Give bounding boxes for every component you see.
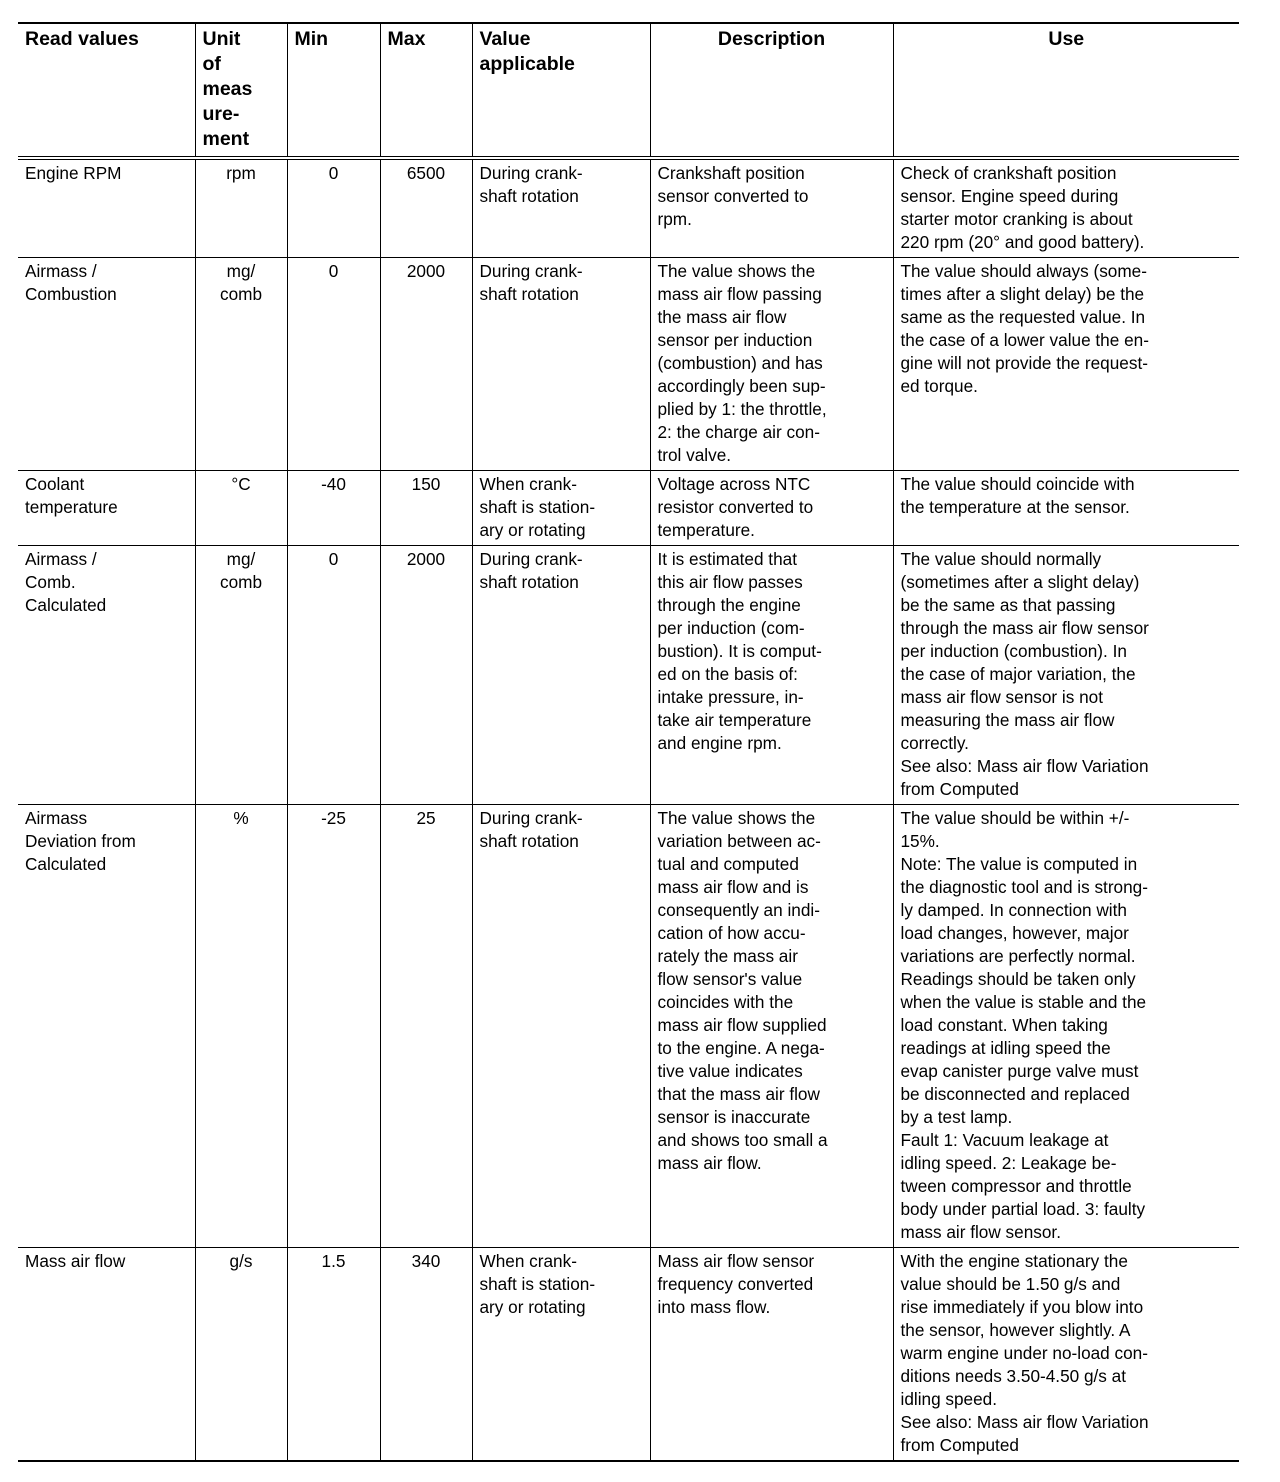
cell-use: The value should be within +/- 15%. Note: The value is computed in the diagnostic tool and is strong- ly damped. In connection with load changes, however, major variations are perfectly normal. Readings should be taken only when the value is stable and the load constant. When taking readings at idling speed the evap canister purge valve must be disconnected and replaced by a test lamp. Fault 1: Vacuum leakage at idling speed. 2: Leakage be- tween compressor and throttle body under partial load. 3: faulty mass air flow sensor. bbox=[893, 805, 1239, 1248]
header-description: Description bbox=[650, 23, 893, 158]
cell-use: With the engine stationary the value should be 1.50 g/s and rise immediately if you blow into the sensor, however slightly. A warm engine under no-load con- ditions needs 3.50-4.50 g/s at idling speed. See also: Mass air flow Variation from Computed bbox=[893, 1248, 1239, 1462]
cell-unit: mg/ comb bbox=[195, 546, 287, 805]
cell-applicable: During crank- shaft rotation bbox=[472, 158, 650, 258]
read-values-table bbox=[18, 22, 1239, 1462]
table-header bbox=[18, 23, 1239, 158]
table-row bbox=[18, 805, 1239, 1248]
cell-min: 0 bbox=[287, 158, 380, 258]
cell-applicable: During crank- shaft rotation bbox=[472, 258, 650, 471]
cell-min: -25 bbox=[287, 805, 380, 1248]
header-min: Min bbox=[287, 23, 380, 158]
cell-applicable: During crank- shaft rotation bbox=[472, 546, 650, 805]
cell-max: 150 bbox=[380, 471, 472, 546]
cell-max: 340 bbox=[380, 1248, 472, 1462]
header-read-values: Read values bbox=[18, 23, 195, 158]
cell-applicable: When crank- shaft is station- ary or rotating bbox=[472, 1248, 650, 1462]
cell-use: Check of crankshaft position sensor. Engine speed during starter motor cranking is about 220 rpm (20° and good battery). bbox=[893, 158, 1239, 258]
cell-min: 0 bbox=[287, 546, 380, 805]
cell-use: The value should normally (sometimes after a slight delay) be the same as that passing through the mass air flow sensor per induction (combustion). In the case of major variation, the mass air flow sensor is not measuring the mass air flow correctly. See also: Mass air flow Variation from Computed bbox=[893, 546, 1239, 805]
cell-unit: rpm bbox=[195, 158, 287, 258]
cell-max: 2000 bbox=[380, 546, 472, 805]
cell-applicable: During crank- shaft rotation bbox=[472, 805, 650, 1248]
cell-unit: % bbox=[195, 805, 287, 1248]
table-row bbox=[18, 158, 1239, 258]
cell-unit: mg/ comb bbox=[195, 258, 287, 471]
table-row bbox=[18, 1248, 1239, 1462]
cell-min: 1.5 bbox=[287, 1248, 380, 1462]
cell-max: 25 bbox=[380, 805, 472, 1248]
cell-use: The value should coincide with the temperature at the sensor. bbox=[893, 471, 1239, 546]
cell-read-value: Coolant temperature bbox=[18, 471, 195, 546]
cell-read-value: Engine RPM bbox=[18, 158, 195, 258]
cell-use: The value should always (some- times after a slight delay) be the same as the requested value. In the case of a lower value the en- gine will not provide the request- ed torque. bbox=[893, 258, 1239, 471]
cell-read-value: Airmass Deviation from Calculated bbox=[18, 805, 195, 1248]
table-row bbox=[18, 546, 1239, 805]
cell-description: It is estimated that this air flow passes through the engine per induction (com- bustion). It is comput- ed on the basis of: intake pressure, in- take air temperature and engine rpm. bbox=[650, 546, 893, 805]
cell-description: Crankshaft position sensor converted to rpm. bbox=[650, 158, 893, 258]
table-row bbox=[18, 471, 1239, 546]
cell-description: Mass air flow sensor frequency converted into mass flow. bbox=[650, 1248, 893, 1462]
cell-read-value: Airmass / Combustion bbox=[18, 258, 195, 471]
cell-max: 2000 bbox=[380, 258, 472, 471]
cell-unit: g/s bbox=[195, 1248, 287, 1462]
table-body bbox=[18, 158, 1239, 1461]
cell-description: The value shows the variation between ac- tual and computed mass air flow and is consequently an indi- cation of how accu- rately the mass air flow sensor's value coincides with the mass air flow supplied to the engine. A nega- tive value indicates that the mass air flow sensor is inaccurate and shows too small a mass air flow. bbox=[650, 805, 893, 1248]
cell-read-value: Mass air flow bbox=[18, 1248, 195, 1462]
cell-min: 0 bbox=[287, 258, 380, 471]
cell-read-value: Airmass / Comb. Calculated bbox=[18, 546, 195, 805]
header-value-applicable: Value applicable bbox=[472, 23, 650, 158]
cell-description: The value shows the mass air flow passing the mass air flow sensor per induction (combustion) and has accordingly been sup- plied by 1: the throttle, 2: the charge air con- trol valve. bbox=[650, 258, 893, 471]
header-row bbox=[18, 23, 1239, 158]
cell-max: 6500 bbox=[380, 158, 472, 258]
header-unit: Unit of meas ure- ment bbox=[195, 23, 287, 158]
cell-applicable: When crank- shaft is station- ary or rotating bbox=[472, 471, 650, 546]
header-use: Use bbox=[893, 23, 1239, 158]
header-max: Max bbox=[380, 23, 472, 158]
cell-unit: °C bbox=[195, 471, 287, 546]
cell-description: Voltage across NTC resistor converted to temperature. bbox=[650, 471, 893, 546]
cell-min: -40 bbox=[287, 471, 380, 546]
read-values-table-sheet bbox=[18, 22, 1239, 1462]
table-row bbox=[18, 258, 1239, 471]
